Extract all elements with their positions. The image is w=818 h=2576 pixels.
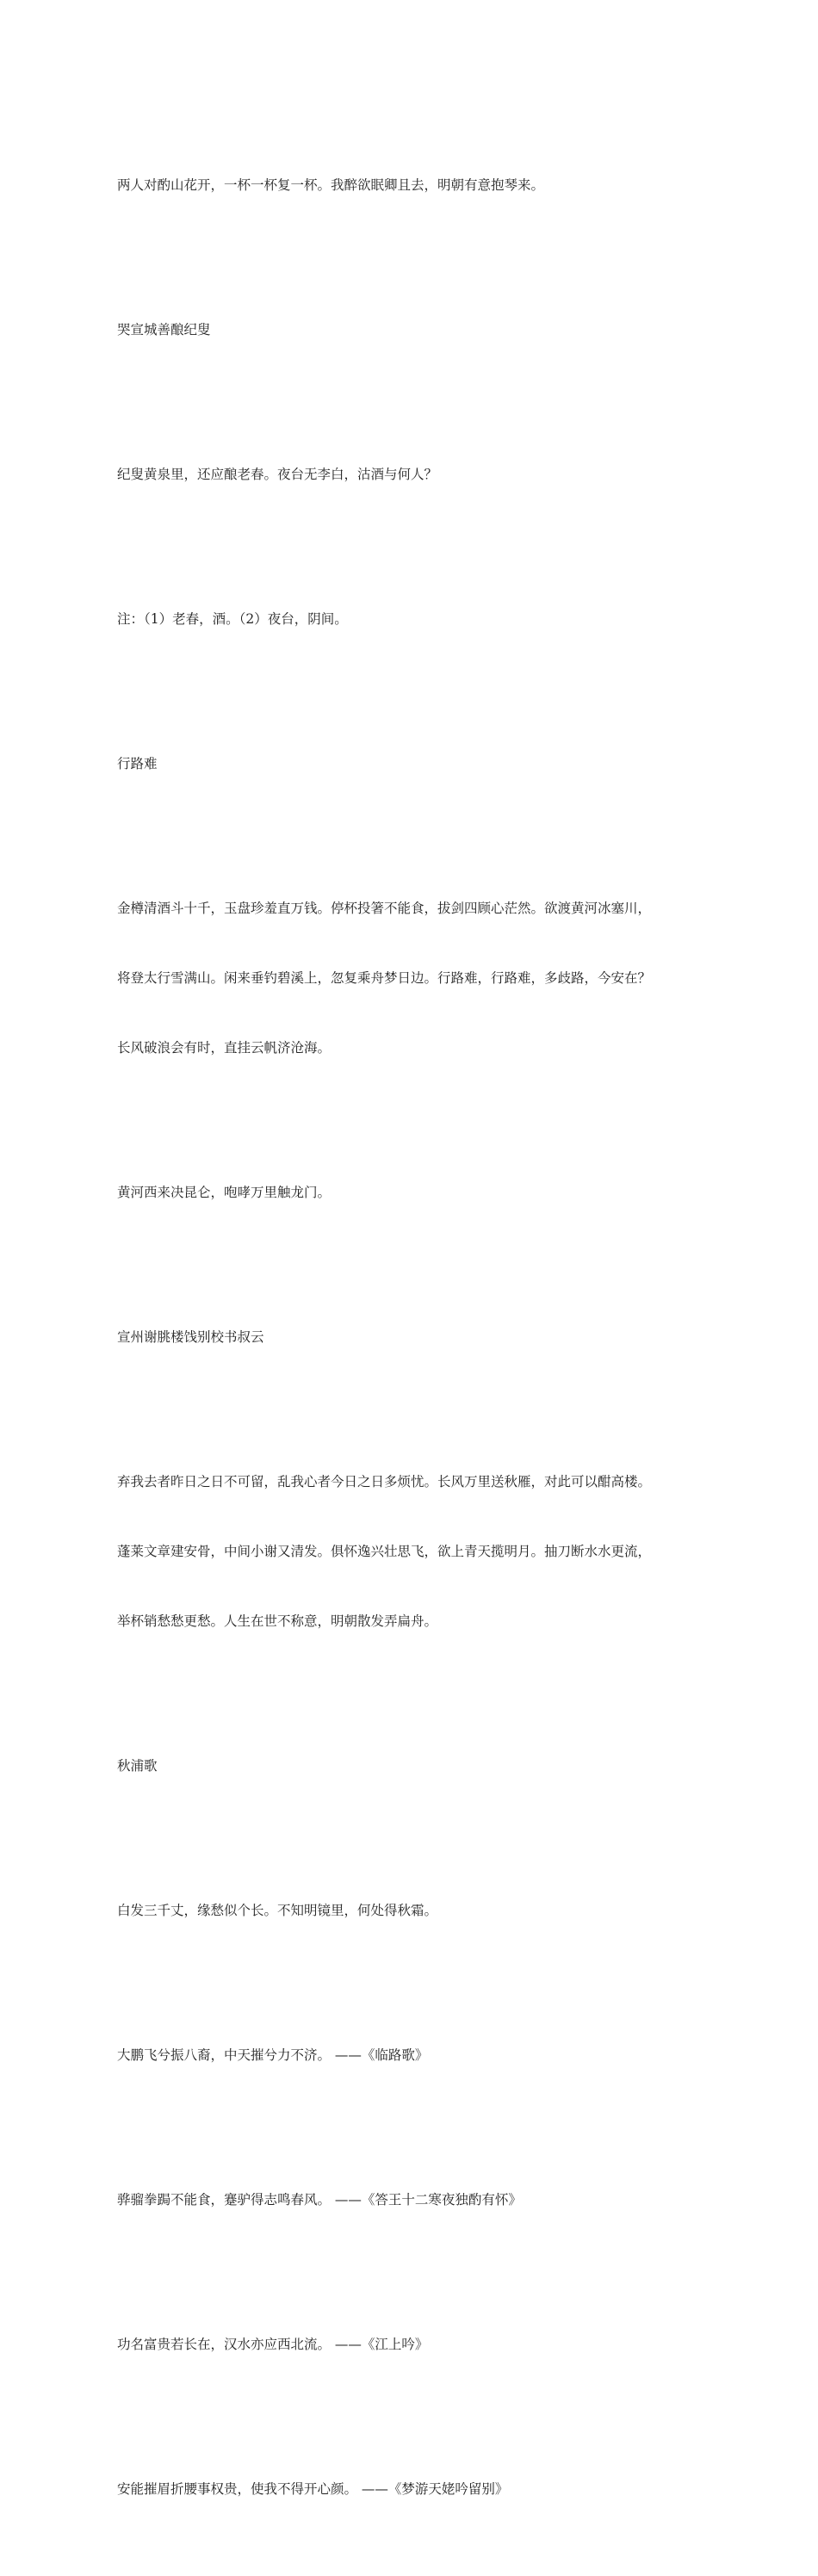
text-line: 功名富贵若长在，汉水亦应西北流。 ——《江上吟》 [117, 2337, 429, 2352]
text-line: 蓬莱文章建安骨，中间小谢又清发。俱怀逸兴壮思飞，欲上青天揽明月。抽刀断水水更流， [117, 1544, 652, 1559]
paragraph-poem-line [117, 127, 711, 244]
paragraph-poem-body [117, 851, 711, 1106]
text-line: 秋浦歌 [117, 1758, 158, 1774]
paragraph-poem-body [117, 1424, 711, 1680]
text-line: 白发三千丈，缘愁似个长。不知明镜里，何处得秋霜。 [117, 1903, 438, 1918]
text-line: 行路难 [117, 756, 158, 771]
text-line: 大鹏飞兮振八裔，中天摧兮力不济。 ——《临路歌》 [117, 2047, 429, 2063]
text-line: 黄河西来决昆仑，咆哮万里触龙门。 [117, 1185, 332, 1200]
text-line: 将登太行雪满山。闲来垂钓碧溪上，忽复乘舟梦日边。行路难，行路难，多歧路，今安在？ [117, 970, 652, 986]
text-line: 长风破浪会有时，直挂云帆济沧海。 [117, 1040, 332, 1056]
paragraph-quote [117, 1997, 711, 2114]
paragraph-note [117, 561, 711, 678]
text-line: 哭宣城善酿纪叟 [117, 322, 211, 337]
paragraph-poem-line [117, 1135, 711, 1251]
text-line: 骅骝拳跼不能食，蹇驴得志鸣春风。 ——《答王十二寒夜独酌有怀》 [117, 2192, 522, 2208]
paragraph-quote [117, 2142, 711, 2258]
text-line: 注：（1）老春，酒。（2）夜台，阴间。 [117, 611, 348, 627]
poem-title [117, 1708, 711, 1824]
text-line: 举杯销愁愁更愁。人生在世不称意，明朝散发弄扁舟。 [117, 1613, 438, 1629]
text-line: 两人对酌山花开，一杯一杯复一杯。我醉欲眠卿且去，明朝有意抱琴来。 [117, 177, 545, 193]
poem-title [117, 272, 711, 388]
text-line: 金樽清酒斗十千，玉盘珍羞直万钱。停杯投箸不能食，拔剑四顾心茫然。欲渡黄河冰塞川， [117, 901, 652, 916]
paragraph-quote [117, 2287, 711, 2403]
paragraph-quote [117, 2431, 711, 2548]
paragraph-poem-body [117, 417, 711, 533]
poem-title [117, 706, 711, 822]
text-line: 宣州谢朓楼饯别校书叔云 [117, 1329, 264, 1345]
paragraph-poem-body [117, 1853, 711, 1969]
document-body [117, 127, 711, 2576]
text-line: 纪叟黄泉里，还应酿老春。夜台无李白，沽酒与何人？ [117, 467, 438, 482]
text-line: 安能摧眉折腰事权贵，使我不得开心颜。 ——《梦游天姥吟留别》 [117, 2481, 509, 2497]
poem-title [117, 1279, 711, 1396]
text-line: 弃我去者昨日之日不可留，乱我心者今日之日多烦忧。长风万里送秋雁，对此可以酣高楼。 [117, 1474, 652, 1489]
